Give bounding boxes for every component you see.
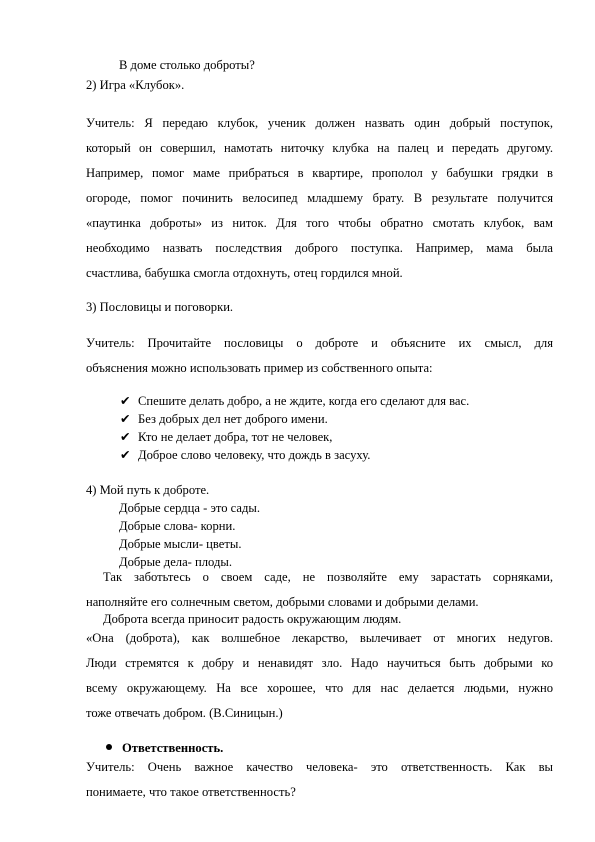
section-2-heading: 2) Игра «Клубок». [86, 78, 185, 92]
poem-line: Добрые мысли- цветы. [119, 537, 242, 551]
check-icon: ✔ [120, 430, 131, 444]
quote-line: тоже отвечать добром. (В.Синицын.) [86, 706, 283, 720]
proverb-text: Спешите делать добро, а не ждите, когда его сделают для вас. [138, 394, 470, 408]
proverb-item [120, 394, 469, 409]
quote-line: всему окружающему. На все хорошее, что для нас делается людьми, нужно [86, 681, 553, 695]
paragraph-line: объяснения можно использовать пример из собственного опыта: [86, 361, 433, 375]
poem-line: Добрые дела- плоды. [119, 555, 232, 569]
proverb-text: Доброе слово человеку, что дождь в засуху. [138, 448, 371, 462]
bullet-heading [106, 741, 223, 756]
check-icon: ✔ [120, 448, 131, 462]
bullet-icon [106, 744, 112, 750]
proverb-text: Кто не делает добра, тот не человек, [138, 430, 333, 444]
quote-line: «Она (доброта), как волшебное лекарство, вылечивает от многих недугов. [86, 631, 553, 645]
paragraph-line: Учитель: Прочитайте пословицы о доброте и объясните их смысл, для [86, 336, 553, 350]
paragraph-line: Так заботьтесь о своем саде, не позволяйте ему зарастать сорняками, [103, 570, 553, 584]
question-line: В доме столько доброты? [119, 58, 255, 72]
paragraph-line: огороде, помог починить велосипед младшему брату. В результате получится [86, 191, 553, 205]
paragraph-line: необходимо назвать последствия доброго поступка. Например, мама была [86, 241, 553, 255]
proverb-item [120, 448, 370, 463]
poem-line: Добрые слова- корни. [119, 519, 236, 533]
proverb-item [120, 430, 332, 445]
paragraph-line: наполняйте его солнечным светом, добрыми словами и добрыми делами. [86, 595, 479, 609]
paragraph-line: счастлива, бабушка смогла отдохнуть, отец гордился мной. [86, 266, 403, 280]
bullet-heading-text: Ответственность. [122, 741, 224, 755]
paragraph-line: который он совершил, намотать ниточку клубка на палец и передать другому. [86, 141, 553, 155]
section-3-heading: 3) Пословицы и поговорки. [86, 300, 234, 314]
paragraph-line: понимаете, что такое ответственность? [86, 785, 296, 799]
quote-line: Люди стремятся к добру и ненавидят зло. Надо научиться быть добрыми ко [86, 656, 553, 670]
proverb-item [120, 412, 328, 427]
paragraph-line: Учитель: Очень важное качество человека- это ответственность. Как вы [86, 760, 553, 774]
paragraph-line: Например, помог маме прибраться в квартире, прополол у бабушки грядки в [86, 166, 553, 180]
proverb-text: Без добрых дел нет доброго имени. [138, 412, 328, 426]
paragraph-line: «паутинка доброты» из ниток. Для того чтобы обратно смотать клубок, вам [86, 216, 553, 230]
section-4-heading: 4) Мой путь к доброте. [86, 483, 210, 497]
paragraph-line: Доброта всегда приносит радость окружающим людям. [103, 612, 402, 626]
poem-line: Добрые сердца - это сады. [119, 501, 261, 515]
check-icon: ✔ [120, 394, 131, 408]
check-icon: ✔ [120, 412, 131, 426]
paragraph-line: Учитель: Я передаю клубок, ученик должен назвать один добрый поступок, [86, 116, 553, 130]
